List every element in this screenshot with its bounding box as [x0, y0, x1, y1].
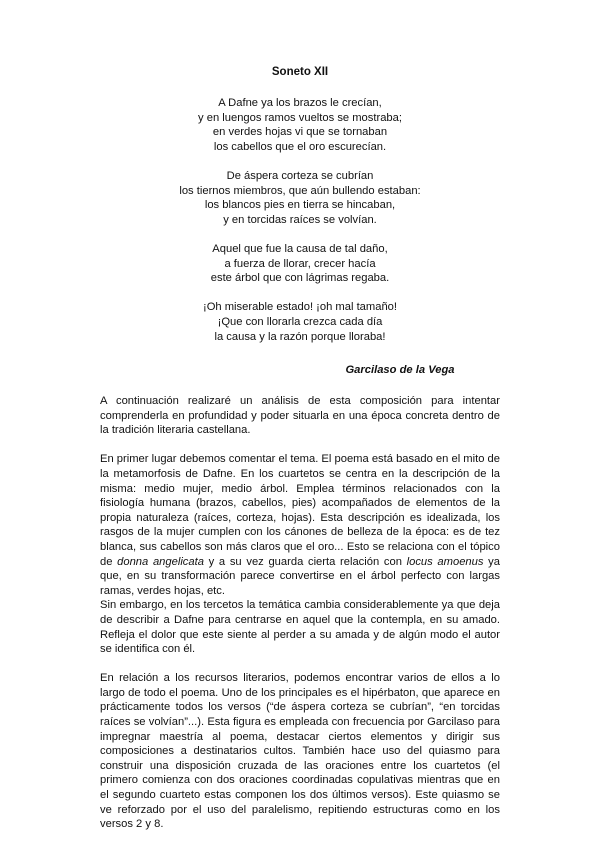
poem-line: los cabellos que el oro escurecían.: [213, 140, 387, 153]
paragraph-text: En primer lugar debemos comentar el tema. El poema está basado en el mito de la metamorfosis de Dafne. En los cuartetos se centra en la descripción de la misma: medio mujer, medio árbol. Emplea términos relacionados con la fisiología humana (brazos, cabellos, pies) acompañados de elementos de la propia naturaleza (raíces, corteza, hojas). Esta descripción es idealizada, los rasgos de la mujer cumplen con los cánones de belleza de la época: es de tez blanca, sus cabellos son más claros que el oro... Esto se relaciona con el tópico de: [100, 453, 500, 568]
poem-author: Garcilaso de la Vega: [345, 364, 455, 376]
paragraph-intro: A continuación realizaré un análisis de esta composición para intentar comprenderla en profundidad y poder situarla en una época concreta dentro de la tradición literaria castellana.: [100, 395, 500, 437]
poem-line: Aquel que fue la causa de tal daño,: [212, 242, 388, 255]
paragraph-text: ya que, en su transformación parece convertirse en el árbol perfecto con largas ramas, verdes hojas, etc.: [100, 555, 500, 597]
poem-title: Soneto XII: [271, 66, 329, 78]
poem-line: y en torcidas raíces se volvían.: [223, 213, 377, 226]
poem-line: ¡Oh miserable estado! ¡oh mal tamaño!: [202, 301, 397, 314]
poem-line: los tiernos miembros, que aún bullendo estaban:: [179, 184, 421, 197]
poem-line: los blancos pies en tierra se hincaban,: [204, 199, 396, 212]
poem-line: a fuerza de llorar, crecer hacía: [224, 257, 376, 270]
poem-line: ¡Que con llorarla crezca cada día: [217, 315, 383, 328]
term-locus-amoenus: locus amoenus: [406, 555, 484, 568]
stanza-1: [0, 96, 600, 154]
paragraph-theme: [100, 452, 500, 598]
stanza-2: [0, 169, 600, 227]
essay-body: [100, 394, 500, 846]
paragraph-resources: En relación a los recursos literarios, podemos encontrar varios de ellos a lo largo de todo el poema. Uno de los principales es el hipérbaton, que aparece en prácticamente todos los versos (“de áspera corteza se cubrían”, “en torcidas raíces se volvían”...). Esta figura es empleada con frecuencia por Garcilaso para impregnar maestría al poema, destacar ciertos elementos y dirigir sus composiciones a destinatarios cultos. También hace uso del quiasmo para construir una disposición cruzada de las oraciones entre los cuartetos (el primero comienza con dos oraciones coordinadas copulativas mientras que en el segundo cuarteto estas componen los dos últimos versos). Este quiasmo se ve reforzado por el uso del paralelismo, repitiendo estructuras como en los versos 2 y 8.: [100, 672, 500, 831]
stanza-3: [0, 242, 600, 286]
poem-line: De áspera corteza se cubrían: [226, 169, 374, 182]
poem-line: y en luengos ramos vueltos se mostraba;: [198, 111, 402, 124]
poem-line: en verdes hojas vi que se tornaban: [212, 126, 388, 139]
paragraph-text: y a su vez guarda cierta relación con: [203, 555, 407, 568]
stanza-4: [0, 300, 600, 344]
term-donna-angelicata: donna angelicata: [117, 555, 204, 568]
poem-line: la causa y la razón porque lloraba!: [214, 330, 386, 343]
poem-line: este árbol que con lágrimas regaba.: [210, 272, 390, 285]
poem: [0, 96, 600, 359]
poem-line: A Dafne ya los brazos le crecían,: [218, 97, 382, 109]
paragraph-tercets: Sin embargo, en los tercetos la temática cambia considerablemente ya que deja de describir a Dafne para centrarse en aquel que la contempla, en su amado. Refleja el dolor que este siente al perder a su amada y de algún modo el autor se identifica con él.: [100, 599, 500, 656]
